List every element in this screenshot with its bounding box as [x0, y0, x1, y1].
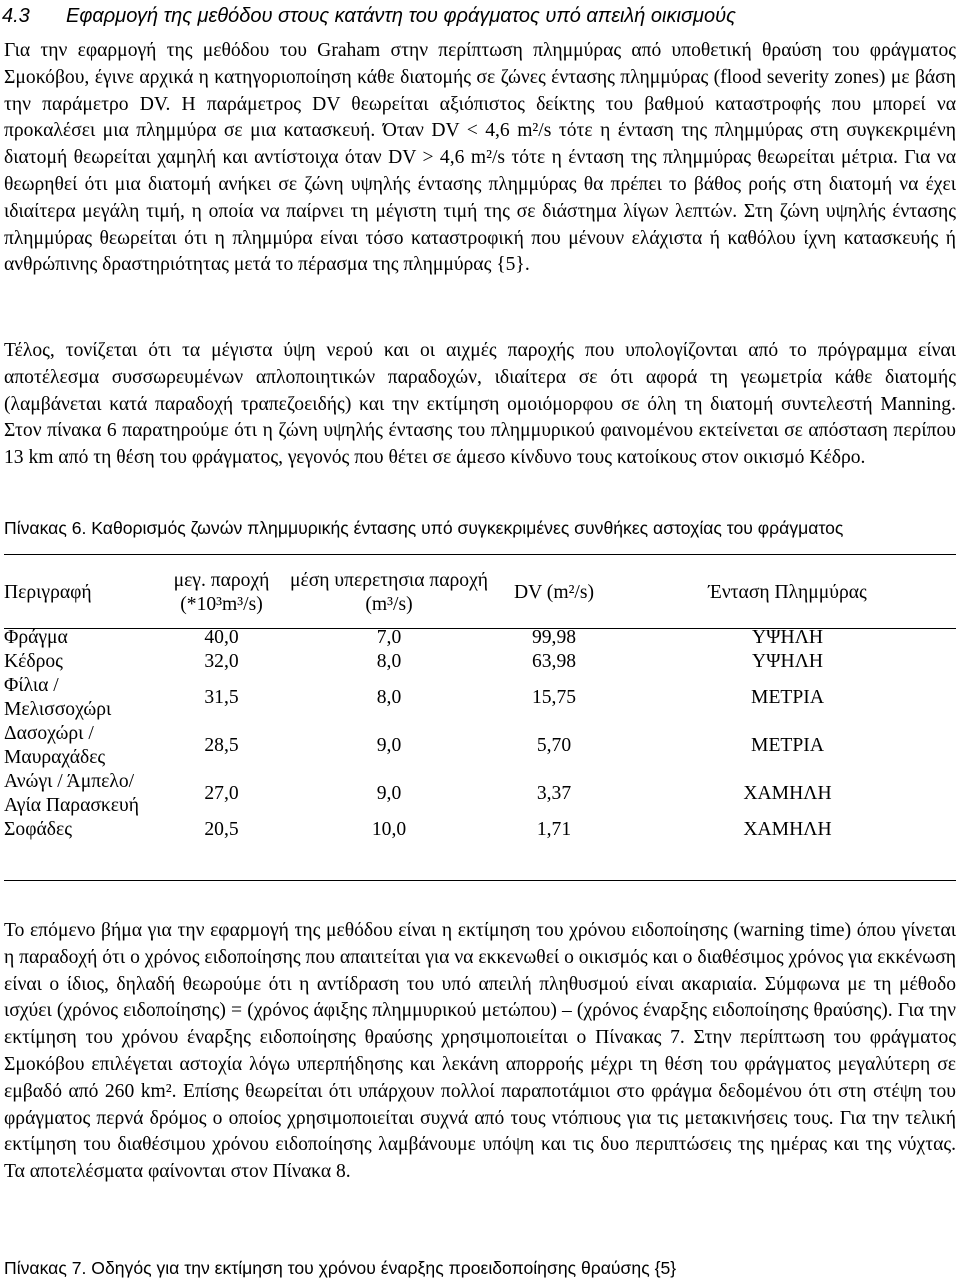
row-max-discharge: 32,0	[204, 651, 239, 672]
row-max-discharge: 31,5	[204, 687, 239, 708]
table-row	[4, 818, 956, 842]
table-row	[4, 674, 956, 722]
section-heading	[2, 2, 942, 30]
row-description: Δασοχώρι / Μαυραχάδες	[4, 723, 106, 768]
table-row	[4, 770, 956, 818]
header-description: Περιγραφή	[4, 582, 92, 603]
row-max-discharge: 20,5	[204, 819, 239, 840]
table-top-rule	[4, 554, 956, 555]
row-mean-discharge: 9,0	[376, 735, 402, 756]
table-bottom-rule	[4, 880, 956, 881]
row-mean-discharge: 8,0	[376, 651, 402, 672]
row-description: Φράγμα	[4, 627, 68, 648]
row-max-discharge: 40,0	[204, 627, 239, 648]
row-intensity: ΜΕΤΡΙΑ	[751, 687, 824, 708]
section-title: Εφαρμογή της μεθόδου στους κατάντη του φράγματος υπό απειλή οικισμούς	[66, 5, 736, 27]
row-dv: 1,71	[536, 819, 572, 840]
paragraph-flood-severity-zones: Για την εφαρμογή της μεθόδου του Graham στην περίπτωση πλημμύρας από υποθετική θραύση του φράγματος Σμοκόβου, έγινε αρχικά η κατηγοριοποίηση κάθε διατομής σε ζώνες έντασης πλημμύρας (flood severity zones) με βάση την παράμετρο DV. Η παράμετρος DV θεωρείται αξιόπιστος δείκτης του βαθμού καταστροφής που μπορεί να προκαλέσει μια πλημμύρα σε μια κατασκευή. Όταν DV < 4,6 m²/s τότε η ένταση της πλημμύρας στη συγκεκριμένη διατομή θεωρείται χαμηλή και αντίστοιχα όταν DV > 4,6 m²/s τότε η ένταση της πλημμύρας θεωρείται μέτρια. Για να θεωρηθεί ότι μια διατομή ανήκει σε ζώνη υψηλής έντασης πλημμύρας θα πρέπει το βάθος ροής στη διατομή να έχει ιδιαίτερα μεγάλη τιμή, η οποία να παίρνει τη μέγιστη τιμή της σε διάστημα λίγων λεπτών. Στη ζώνη υψηλής έντασης πλημμύρας θεωρείται ότι η πλημμύρα είναι τόσο καταστροφική που μένουν ελάχιστα ή καθόλου ίχνη κατασκευής ή ανθρώπινης δραστηριότητας μετά το πέρασμα της πλημμύρας {5}.	[4, 40, 956, 276]
row-max-discharge: 28,5	[204, 735, 239, 756]
section-number: 4.3	[2, 5, 30, 27]
row-dv: 5,70	[536, 735, 572, 756]
header-max-discharge: μεγ. παροχή (*10³m³/s)	[173, 570, 270, 615]
table-row	[4, 650, 956, 674]
row-description: Φίλια / Μελισσοχώρι	[4, 675, 112, 720]
table-row	[4, 722, 956, 770]
row-description: Κέδρος	[4, 651, 63, 672]
row-dv: 63,98	[531, 651, 577, 672]
row-description: Ανώγι / Άμπελο/ Αγία Παρασκευή	[4, 771, 139, 816]
paragraph-warning-time: Το επόμενο βήμα για την εφαρμογή της μεθόδου είναι η εκτίμηση του χρόνου ειδοποίησης (warning time) όπου γίνεται η παραδοχή ότι ο χρόνος ειδοποίησης που απαιτείται για να εκκενωθεί ο οικισμός και ο διαθέσιμος χρόνος για εκκένωση είναι ο ίδιος, δηλαδή θεωρούμε ότι η αντίδραση του υπό απειλή πληθυσμού είναι ακαριαία. Σύμφωνα με τη μέθοδο ισχύει (χρόνος ειδοποίησης) = (χρόνος άφιξης πλημμυρικού μετώπου) – (χρόνος έναρξης ειδοποίησης θραύσης). Για την εκτίμηση του χρόνου έναρξης ειδοποίησης θραύσης χρησιμοποιείται ο Πίνακας 7. Στην περίπτωση του φράγματος Σμοκόβου επιλέγεται αστοχία λόγω υπερπήδησης και λεκάνη απορροής μέχρι τη θέση του φράγματος μεγαλύτερη σε εμβαδό από 260 km². Επίσης θεωρείται ότι υπάρχουν πολλοί παραποτάμιοι στο φράγμα δεδομένου ότι στη στέψη του φράγματος περνά δρόμος ο οποίος χρησιμοποιείται συχνά από τους ντόπιους για τις μετακινήσεις τους. Για την τελική εκτίμηση του διαθέσιμου χρόνου ειδοποίησης λαμβάνουμε υπόψη και τις δυο περιπτώσεις της ημέρας και της νύχτας. Τα αποτελέσματα φαίνονται στον Πίνακα 8.	[4, 920, 956, 1183]
row-dv: 15,75	[531, 687, 577, 708]
flood-intensity-table	[4, 560, 956, 842]
row-description: Σοφάδες	[4, 819, 72, 840]
table-7-caption: Πίνακας 7. Οδηγός για την εκτίμηση του χρόνου έναρξης προειδοποίησης θραύσης {5}	[4, 1258, 677, 1278]
row-intensity: ΥΨΗΛΗ	[751, 627, 824, 648]
header-dv: DV (m²/s)	[513, 582, 595, 603]
row-dv: 99,98	[531, 627, 577, 648]
row-intensity: ΜΕΤΡΙΑ	[751, 735, 824, 756]
table-row	[4, 626, 956, 650]
row-mean-discharge: 7,0	[376, 627, 402, 648]
table-header-row	[4, 560, 956, 626]
row-intensity: ΥΨΗΛΗ	[751, 651, 824, 672]
row-intensity: ΧΑΜΗΛΗ	[743, 819, 832, 840]
table-6-caption: Πίνακας 6. Καθορισμός ζωνών πλημμυρικής έντασης υπό συγκεκριμένες συνθήκες αστοχίας του φράγματος	[4, 518, 844, 538]
row-intensity: ΧΑΜΗΛΗ	[743, 783, 832, 804]
header-intensity: Ένταση Πλημμύρας	[708, 582, 867, 603]
row-mean-discharge: 10,0	[371, 819, 407, 840]
row-mean-discharge: 8,0	[376, 687, 402, 708]
paragraph-assumptions: Τέλος, τονίζεται ότι τα μέγιστα ύψη νερού και οι αιχμές παροχής που υπολογίζονται από το πρόγραμμα είναι αποτέλεσμα συσσωρευμένων απλοποιητικών παραδοχών, ιδιαίτερα σε ότι αφορά τη γεωμετρία κάθε διατομής (λαμβάνεται κατά παραδοχή τραπεζοειδής) και την εκτίμηση ομοιόμορφου σε όλη τη διατομή συντελεστή Manning. Στον πίνακα 6 παρατηρούμε ότι η ζώνη υψηλής έντασης του πλημμυρικού φαινομένου εκτείνεται σε απόσταση περίπου 13 km από τη θέση του φράγματος, γεγονός που θέτει σε άμεσο κίνδυνο τους κατοίκους στον οικισμό Κέδρο.	[4, 340, 956, 469]
header-mean-discharge: μέση υπερετησια παροχή (m³/s)	[289, 570, 489, 615]
row-max-discharge: 27,0	[204, 783, 239, 804]
row-dv: 3,37	[536, 783, 572, 804]
row-mean-discharge: 9,0	[376, 783, 402, 804]
